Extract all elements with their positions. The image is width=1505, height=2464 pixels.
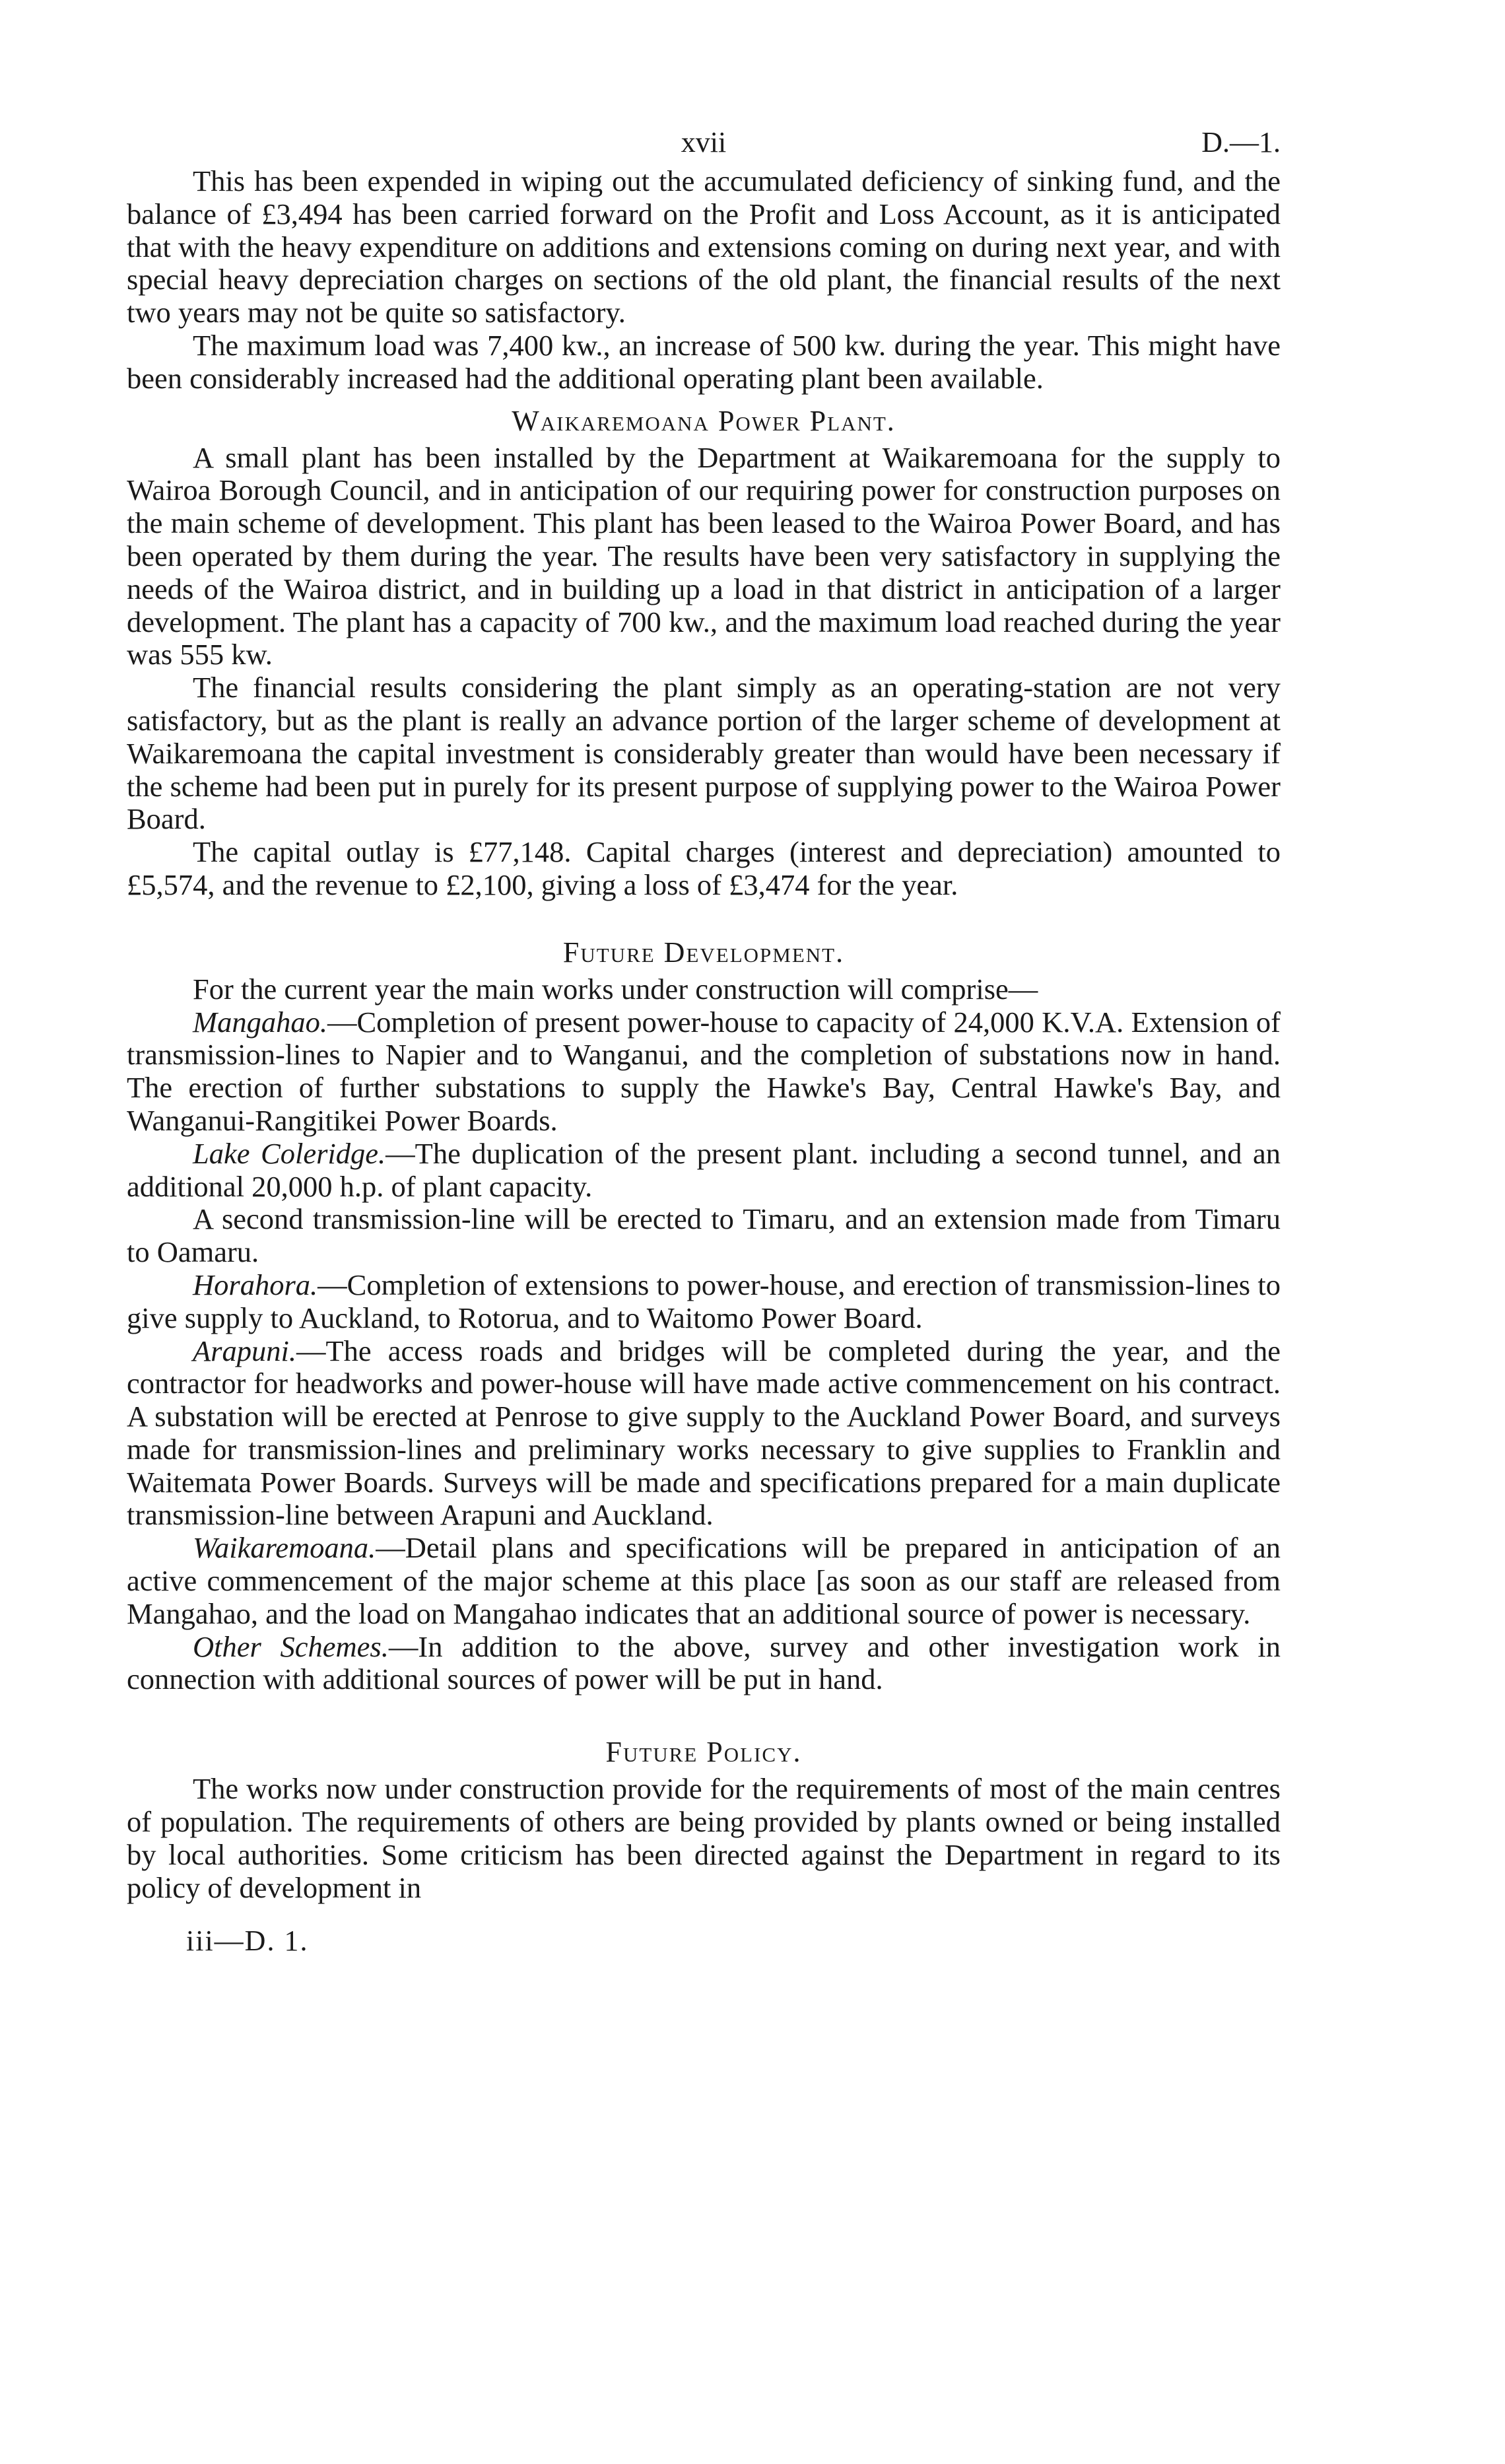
section-heading-future-policy: Future Policy. — [605, 1736, 802, 1769]
list-item — [127, 1532, 1281, 1630]
document-page — [127, 125, 1281, 1958]
item-text: —In addition to the above, survey and other investigation work in connection with additional sources of power will be put in hand. — [127, 1629, 1281, 1696]
item-text: —Completion of present power-house to capacity of 24,000 K.V.A. Extension of transmission-lines to Napier and to Wanganui, and the completion of substations now in hand. The erection of further substations to supply the Hawke's Bay, Central Hawke's Bay, and Wanganui-Rangitikei Power Boards. — [127, 1005, 1281, 1137]
paragraph: A small plant has been installed by the Department at Waikaremoana for the supply to Wairoa Borough Council, and in anticipation of our requiring power for construction purposes on the main scheme of development. This plant has been leased to the Wairoa Power Board, and has been operated by them during the year. The results have been very satisfactory in supplying the needs of the Wairoa district, and in building up a load in that district in anticipation of a larger development. The plant has a capacity of 700 kw., and the maximum load reached during the year was 555 kw. — [127, 440, 1281, 671]
item-lead: Arapuni. — [193, 1334, 296, 1367]
item-lead: Waikaremoana. — [193, 1531, 376, 1565]
signature-mark: iii—D. 1. — [186, 1925, 309, 1958]
list-item — [127, 1631, 1281, 1697]
item-lead: Lake Coleridge. — [193, 1136, 386, 1170]
body-text — [127, 165, 1281, 1904]
item-text: A second transmission-line will be erected to Timaru, and an extension made from Timaru to Oamaru. — [127, 1202, 1281, 1269]
paragraph: This has been expended in wiping out the accumulated deficiency of sinking fund, and the balance of £3,494 has been carried forward on the Profit and Loss Account, as it is anticipated that with the heavy expenditure on additions and extensions coming on during next year, and with special heavy depreciation charges on sections of the old plant, the financial results of the next two years may not be quite so satisfactory. — [127, 164, 1281, 329]
page-number: xvii — [681, 126, 727, 158]
paragraph: The works now under construction provide for the requirements of most of the main centres of population. The requirements of others are being provided by plants owned or being installed by local authorities. Some criticism has been directed against the Department in regard to its policy of development in — [127, 1772, 1281, 1904]
list-item — [127, 1335, 1281, 1532]
item-text: —The access roads and bridges will be completed during the year, and the contractor for headworks and power-house will have made active commencement on his contract. A substation will be erected at Penrose to give supply to the Auckland Power Board, and surveys made for transmission-lines and preliminary works necessary to give supplies to Franklin and Waitemata Power Boards. Surveys will be made and specifications prepared for a main duplicate transmission-line between Arapuni and Auckland. — [127, 1334, 1281, 1532]
page-header — [127, 125, 1281, 165]
item-text: —Completion of extensions to power-house, and erection of transmission-lines to give supply to Auckland, to Rotorua, and to Waitomo Power Board. — [127, 1268, 1281, 1334]
item-lead: Mangahao. — [193, 1005, 327, 1039]
list-item — [127, 1203, 1281, 1269]
paragraph: The capital outlay is £77,148. Capital charges (interest and depreciation) amounted to £5,574, and the revenue to £2,100, giving a loss of £3,474 for the year. — [127, 835, 1281, 901]
paragraph: The maximum load was 7,400 kw., an increase of 500 kw. during the year. This might have been considerably increased had the additional operating plant been available. — [127, 328, 1281, 395]
item-lead: Horahora. — [193, 1268, 318, 1301]
item-lead: Other Schemes. — [193, 1629, 389, 1663]
paragraph: The financial results considering the plant simply as an operating-station are not very satisfactory, but as the plant is really an advance portion of the larger scheme of development at Waikaremoana the capital investment is considerably greater than would have been necessary if the scheme had been put in purely for its present purpose of supplying power to the Wairoa Power Board. — [127, 671, 1281, 836]
document-reference: D.—1. — [1201, 126, 1281, 158]
section-heading-waikaremoana: Waikaremoana Power Plant. — [512, 404, 896, 437]
paragraph: For the current year the main works under construction will comprise— — [193, 972, 1038, 1006]
item-text: —Detail plans and specifications will be prepared in anticipation of an active commencement of the major scheme at this place [as soon as our staff are released from Mangahao, and the load on Mangahao indicates that an additional source of power is necessary. — [127, 1531, 1281, 1630]
list-item — [127, 1006, 1281, 1138]
list-item — [127, 1269, 1281, 1335]
section-heading-future-development: Future Development. — [562, 936, 845, 969]
item-text: —The duplication of the present plant. including a second tunnel, and an additional 20,000 h.p. of plant capacity. — [127, 1136, 1281, 1203]
list-item — [127, 1138, 1281, 1204]
